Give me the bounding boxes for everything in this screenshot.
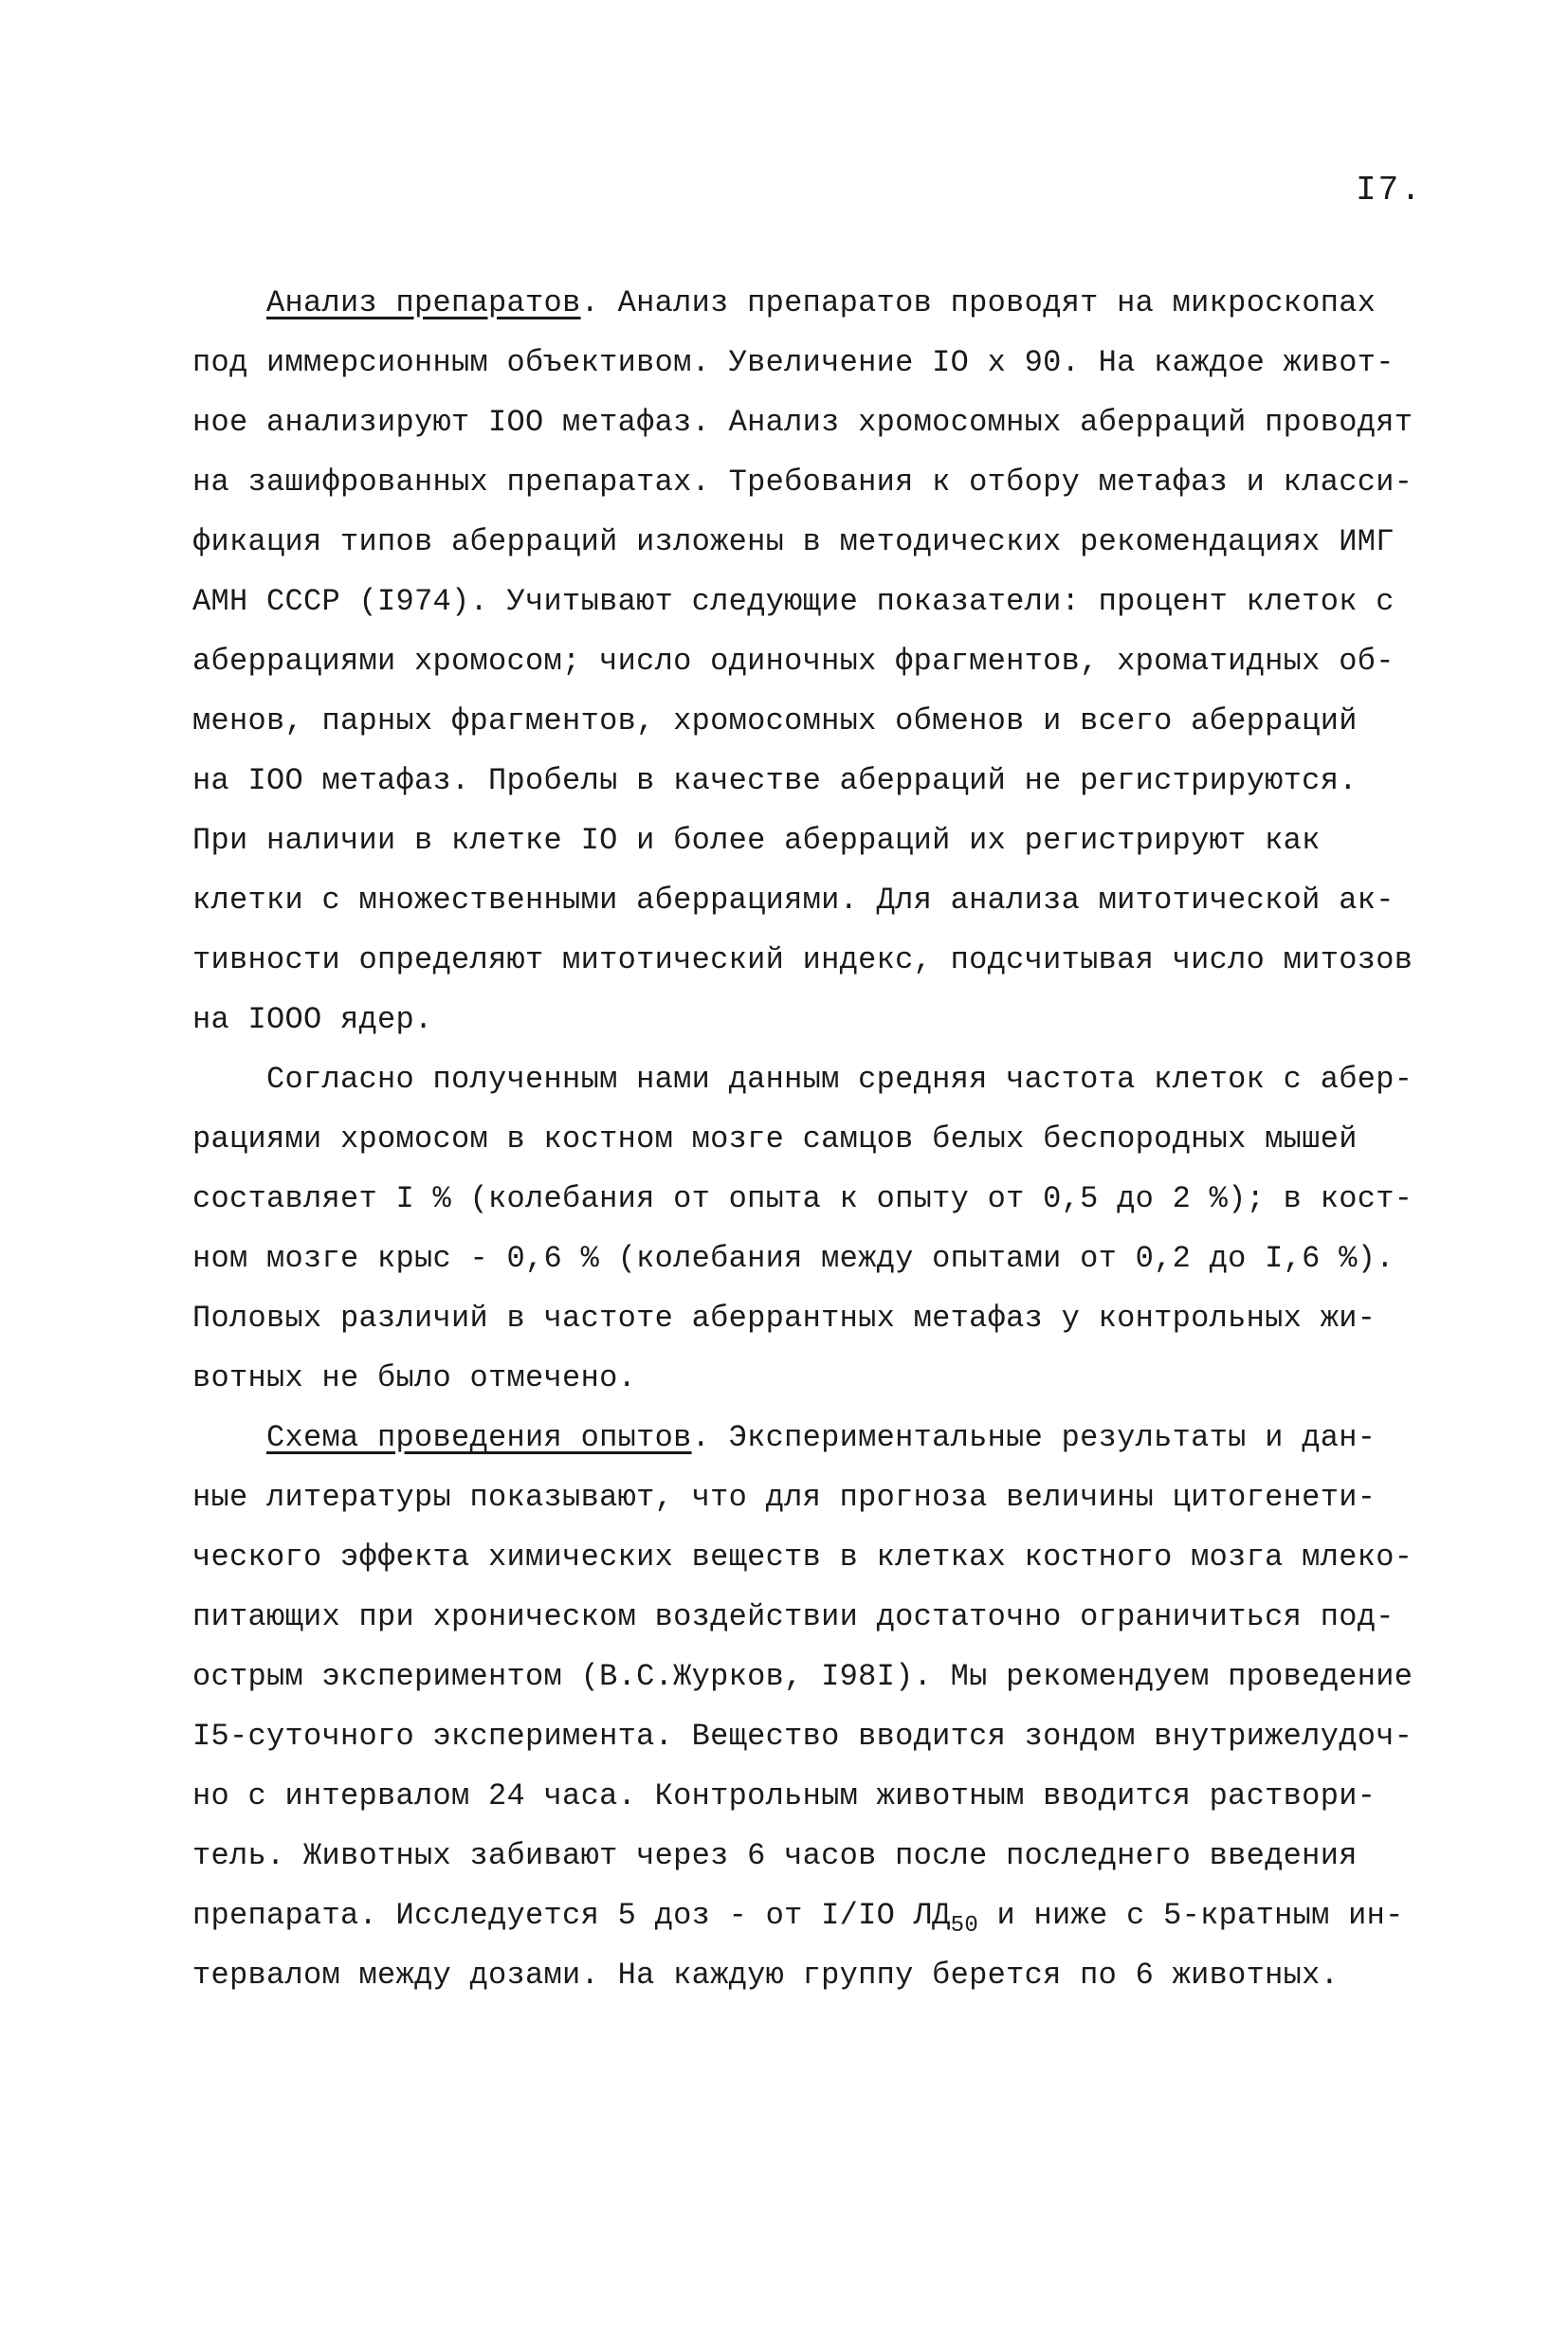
paragraph-line: Половых различий в частоте аберрантных метафаз у контрольных жи-	[192, 1301, 1377, 1336]
paragraph-line: АМН СССР (I974). Учитывают следующие показатели: процент клеток с	[192, 584, 1395, 619]
paragraph-line: тервалом между дозами. На каждую группу берется по 6 животных.	[192, 1958, 1340, 1993]
paragraph-line: вотных не было отмечено.	[192, 1360, 637, 1395]
document-body	[192, 273, 1425, 2005]
paragraph-line: рациями хромосом в костном мозге самцов белых беспородных мышей	[192, 1121, 1358, 1157]
paragraph-line: питающих при хроническом воздействии достаточно ограничиться под-	[192, 1599, 1395, 1634]
paragraph-line: на зашифрованных препаратах. Требования к отбору метафаз и класси-	[192, 465, 1413, 500]
paragraph-line: При наличии в клетке IO и более аберраций их регистрируют как	[192, 823, 1321, 858]
paragraph-line: I5-суточного эксперимента. Вещество вводится зондом внутрижелудоч-	[192, 1719, 1413, 1754]
paragraph-line: клетки с множественными аберрациями. Для анализа митотической ак-	[192, 883, 1395, 918]
paragraph-line: ное анализируют IOO метафаз. Анализ хромосомных аберраций проводят	[192, 405, 1413, 440]
paragraph-text: . Экспериментальные результаты и дан-	[691, 1420, 1377, 1455]
subscript-50: 50	[950, 1913, 979, 1939]
paragraph-line: ном мозге крыс - 0,6 % (колебания между опытами от 0,2 до I,6 %).	[192, 1241, 1395, 1276]
paragraph-line: ные литературы показывают, что для прогноза величины цитогенети-	[192, 1480, 1377, 1515]
paragraph-line	[192, 1886, 1425, 1945]
paragraph-line: ческого эффекта химических веществ в клетках костного мозга млеко-	[192, 1540, 1413, 1575]
paragraph-line: под иммерсионным объективом. Увеличение IO x 90. На каждое живот-	[192, 345, 1395, 380]
paragraph-line: фикация типов аберраций изложены в методических рекомендациях ИМГ	[192, 524, 1395, 559]
paragraph-line: на IOO метафаз. Пробелы в качестве аберраций не регистрируются.	[192, 763, 1358, 798]
paragraph-line: менов, парных фрагментов, хромосомных обменов и всего аберраций	[192, 703, 1358, 738]
paragraph-line: Согласно полученным нами данным средняя частота клеток с абер-	[192, 1062, 1413, 1097]
page-number: I7.	[1356, 171, 1423, 210]
paragraph-line: острым экспериментом (В.С.Журков, I98I). Мы рекомендуем проведение	[192, 1659, 1413, 1694]
paragraph-text: . Анализ препаратов проводят на микроскопах	[580, 285, 1377, 320]
paragraph-line: но с интервалом 24 часа. Контрольным животным вводится раствори-	[192, 1778, 1377, 1813]
section-heading-scheme: Схема проведения опытов	[266, 1420, 692, 1455]
paragraph-text: и ниже с 5-кратным ин-	[978, 1898, 1404, 1933]
paragraph-line: составляет I % (колебания от опыта к опыту от 0,5 до 2 %); в кост-	[192, 1181, 1413, 1216]
paragraph-line: тивности определяют митотический индекс, подсчитывая число митозов	[192, 942, 1413, 977]
paragraph-line: на IOOO ядер.	[192, 1002, 433, 1037]
paragraph-line: аберрациями хромосом; число одиночных фрагментов, хроматидных об-	[192, 644, 1395, 679]
paragraph-line: тель. Животных забивают через 6 часов после последнего введения	[192, 1838, 1358, 1873]
paragraph-line	[192, 1408, 1425, 1467]
section-heading-analysis: Анализ препаратов	[266, 285, 581, 320]
paragraph-line	[192, 273, 1425, 333]
paragraph-text: препарата. Исследуется 5 доз - от I/IO ЛД	[192, 1898, 951, 1933]
